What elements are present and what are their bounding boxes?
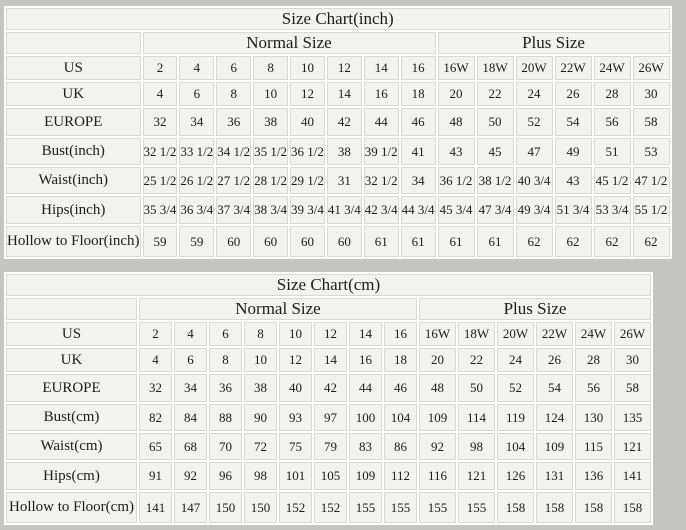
size-cell: 38 bbox=[327, 138, 362, 165]
table-row bbox=[6, 404, 651, 431]
size-cell: 45 1/2 bbox=[594, 167, 631, 194]
size-cell: 93 bbox=[279, 404, 312, 431]
size-cell: 135 bbox=[614, 404, 651, 431]
size-cell: 72 bbox=[244, 433, 277, 460]
group-header-row bbox=[6, 298, 651, 320]
size-cell: 44 3/4 bbox=[401, 196, 436, 224]
size-cell: 131 bbox=[536, 462, 573, 490]
corner-cell bbox=[6, 32, 141, 54]
size-cell: 61 bbox=[401, 226, 436, 257]
size-cell: 36 3/4 bbox=[179, 196, 214, 224]
row-label: Hips(inch) bbox=[6, 196, 141, 224]
size-cell: 26 1/2 bbox=[179, 167, 214, 194]
size-cell: 18 bbox=[384, 348, 417, 372]
table-row bbox=[6, 348, 651, 372]
size-cell: 59 bbox=[179, 226, 214, 257]
size-cell: 82 bbox=[139, 404, 172, 431]
table-row bbox=[6, 82, 670, 106]
size-cell: 62 bbox=[594, 226, 631, 257]
size-cell: 28 1/2 bbox=[253, 167, 288, 194]
size-cell: 109 bbox=[349, 462, 382, 490]
size-cell: 147 bbox=[174, 492, 207, 523]
size-cell: 47 bbox=[516, 138, 553, 165]
size-cell: 36 bbox=[216, 108, 251, 136]
size-cell: 36 bbox=[209, 374, 242, 402]
size-cell: 22W bbox=[536, 322, 573, 346]
size-cell: 104 bbox=[384, 404, 417, 431]
table-row bbox=[6, 462, 651, 490]
size-cell: 30 bbox=[614, 348, 651, 372]
size-cell: 28 bbox=[594, 82, 631, 106]
size-cell: 47 3/4 bbox=[477, 196, 514, 224]
size-cell: 32 1/2 bbox=[143, 138, 178, 165]
size-cell: 83 bbox=[349, 433, 382, 460]
size-cell: 43 bbox=[555, 167, 592, 194]
size-cell: 51 bbox=[594, 138, 631, 165]
table-title: Size Chart(inch) bbox=[6, 8, 670, 30]
size-cell: 52 bbox=[516, 108, 553, 136]
size-cell: 124 bbox=[536, 404, 573, 431]
size-cell: 22 bbox=[458, 348, 495, 372]
size-cell: 42 bbox=[314, 374, 347, 402]
size-cell: 42 3/4 bbox=[364, 196, 399, 224]
size-cell: 86 bbox=[384, 433, 417, 460]
size-cell: 26 bbox=[555, 82, 592, 106]
size-cell: 90 bbox=[244, 404, 277, 431]
size-cell: 16 bbox=[384, 322, 417, 346]
size-cell: 109 bbox=[419, 404, 456, 431]
size-cell: 54 bbox=[555, 108, 592, 136]
size-cell: 24 bbox=[497, 348, 534, 372]
size-cell: 59 bbox=[143, 226, 178, 257]
size-cell: 55 1/2 bbox=[633, 196, 670, 224]
size-cell: 14 bbox=[364, 56, 399, 80]
size-cell: 8 bbox=[209, 348, 242, 372]
size-cell: 60 bbox=[327, 226, 362, 257]
size-cell: 16 bbox=[349, 348, 382, 372]
row-label: UK bbox=[6, 348, 137, 372]
size-cell: 4 bbox=[179, 56, 214, 80]
size-cell: 12 bbox=[290, 82, 325, 106]
size-cell: 97 bbox=[314, 404, 347, 431]
table-row bbox=[6, 322, 651, 346]
size-chart-inch-table bbox=[4, 6, 672, 259]
size-cell: 121 bbox=[614, 433, 651, 460]
size-cell: 62 bbox=[555, 226, 592, 257]
size-cell: 141 bbox=[614, 462, 651, 490]
table-title-row bbox=[6, 274, 651, 296]
row-label: EUROPE bbox=[6, 108, 141, 136]
size-cell: 18 bbox=[401, 82, 436, 106]
size-cell: 35 3/4 bbox=[143, 196, 178, 224]
table-row bbox=[6, 433, 651, 460]
size-cell: 155 bbox=[458, 492, 495, 523]
size-cell: 61 bbox=[364, 226, 399, 257]
size-cell: 16 bbox=[364, 82, 399, 106]
row-label: Bust(cm) bbox=[6, 404, 137, 431]
size-cell: 26W bbox=[614, 322, 651, 346]
size-cell: 6 bbox=[216, 56, 251, 80]
table-row bbox=[6, 374, 651, 402]
size-cell: 45 3/4 bbox=[438, 196, 475, 224]
size-cell: 2 bbox=[143, 56, 178, 80]
size-cell: 60 bbox=[253, 226, 288, 257]
size-cell: 44 bbox=[364, 108, 399, 136]
size-cell: 10 bbox=[253, 82, 288, 106]
size-cell: 2 bbox=[139, 322, 172, 346]
size-cell: 32 bbox=[143, 108, 178, 136]
size-cell: 41 bbox=[401, 138, 436, 165]
size-cell: 33 1/2 bbox=[179, 138, 214, 165]
size-cell: 42 bbox=[327, 108, 362, 136]
size-cell: 88 bbox=[209, 404, 242, 431]
size-cell: 96 bbox=[209, 462, 242, 490]
table-title-row bbox=[6, 8, 670, 30]
size-cell: 158 bbox=[536, 492, 573, 523]
group-header-normal: Normal Size bbox=[143, 32, 436, 54]
group-header-plus: Plus Size bbox=[419, 298, 651, 320]
size-cell: 48 bbox=[419, 374, 456, 402]
table-row bbox=[6, 108, 670, 136]
size-cell: 29 1/2 bbox=[290, 167, 325, 194]
size-cell: 141 bbox=[139, 492, 172, 523]
size-cell: 130 bbox=[575, 404, 612, 431]
size-cell: 58 bbox=[633, 108, 670, 136]
size-cell: 40 bbox=[279, 374, 312, 402]
size-cell: 10 bbox=[290, 56, 325, 80]
size-cell: 158 bbox=[614, 492, 651, 523]
size-cell: 50 bbox=[458, 374, 495, 402]
size-cell: 92 bbox=[419, 433, 456, 460]
size-cell: 24W bbox=[575, 322, 612, 346]
size-cell: 36 1/2 bbox=[438, 167, 475, 194]
size-cell: 98 bbox=[458, 433, 495, 460]
size-cell: 6 bbox=[179, 82, 214, 106]
row-label: Bust(inch) bbox=[6, 138, 141, 165]
size-cell: 38 bbox=[244, 374, 277, 402]
table-row bbox=[6, 492, 651, 523]
size-cell: 26 bbox=[536, 348, 573, 372]
size-chart-cm-table bbox=[4, 272, 653, 525]
size-cell: 20 bbox=[419, 348, 456, 372]
size-cell: 152 bbox=[279, 492, 312, 523]
size-cell: 12 bbox=[279, 348, 312, 372]
size-cell: 150 bbox=[209, 492, 242, 523]
size-cell: 109 bbox=[536, 433, 573, 460]
size-cell: 155 bbox=[384, 492, 417, 523]
size-cell: 112 bbox=[384, 462, 417, 490]
group-header-normal: Normal Size bbox=[139, 298, 417, 320]
size-cell: 92 bbox=[174, 462, 207, 490]
size-cell: 56 bbox=[575, 374, 612, 402]
size-cell: 14 bbox=[349, 322, 382, 346]
size-cell: 45 bbox=[477, 138, 514, 165]
row-label: Hollow to Floor(inch) bbox=[6, 226, 141, 257]
size-cell: 26W bbox=[633, 56, 670, 80]
row-label: Waist(inch) bbox=[6, 167, 141, 194]
size-cell: 20 bbox=[438, 82, 475, 106]
size-cell: 20W bbox=[516, 56, 553, 80]
size-cell: 52 bbox=[497, 374, 534, 402]
size-cell: 6 bbox=[174, 348, 207, 372]
size-cell: 114 bbox=[458, 404, 495, 431]
size-cell: 53 3/4 bbox=[594, 196, 631, 224]
size-cell: 41 3/4 bbox=[327, 196, 362, 224]
size-cell: 39 3/4 bbox=[290, 196, 325, 224]
table-row bbox=[6, 226, 670, 257]
size-cell: 34 bbox=[179, 108, 214, 136]
size-cell: 100 bbox=[349, 404, 382, 431]
size-cell: 158 bbox=[497, 492, 534, 523]
size-cell: 68 bbox=[174, 433, 207, 460]
row-label: Hollow to Floor(cm) bbox=[6, 492, 137, 523]
size-cell: 152 bbox=[314, 492, 347, 523]
size-cell: 62 bbox=[633, 226, 670, 257]
size-cell: 136 bbox=[575, 462, 612, 490]
size-cell: 150 bbox=[244, 492, 277, 523]
size-cell: 37 3/4 bbox=[216, 196, 251, 224]
size-cell: 18W bbox=[458, 322, 495, 346]
size-cell: 46 bbox=[401, 108, 436, 136]
size-cell: 126 bbox=[497, 462, 534, 490]
size-cell: 35 1/2 bbox=[253, 138, 288, 165]
size-cell: 43 bbox=[438, 138, 475, 165]
size-cell: 46 bbox=[384, 374, 417, 402]
size-cell: 155 bbox=[419, 492, 456, 523]
size-cell: 47 1/2 bbox=[633, 167, 670, 194]
size-cell: 34 1/2 bbox=[216, 138, 251, 165]
size-cell: 14 bbox=[327, 82, 362, 106]
size-cell: 32 bbox=[139, 374, 172, 402]
size-cell: 18W bbox=[477, 56, 514, 80]
size-cell: 105 bbox=[314, 462, 347, 490]
size-cell: 24 bbox=[516, 82, 553, 106]
size-cell: 40 3/4 bbox=[516, 167, 553, 194]
size-cell: 8 bbox=[253, 56, 288, 80]
size-cell: 12 bbox=[314, 322, 347, 346]
size-cell: 22W bbox=[555, 56, 592, 80]
size-cell: 65 bbox=[139, 433, 172, 460]
size-cell: 36 1/2 bbox=[290, 138, 325, 165]
size-cell: 39 1/2 bbox=[364, 138, 399, 165]
size-cell: 104 bbox=[497, 433, 534, 460]
size-cell: 16W bbox=[419, 322, 456, 346]
group-header-row bbox=[6, 32, 670, 54]
group-header-plus: Plus Size bbox=[438, 32, 670, 54]
size-cell: 119 bbox=[497, 404, 534, 431]
size-cell: 6 bbox=[209, 322, 242, 346]
size-cell: 20W bbox=[497, 322, 534, 346]
size-cell: 38 3/4 bbox=[253, 196, 288, 224]
size-cell: 32 1/2 bbox=[364, 167, 399, 194]
size-cell: 50 bbox=[477, 108, 514, 136]
size-cell: 34 bbox=[174, 374, 207, 402]
size-cell: 116 bbox=[419, 462, 456, 490]
size-cell: 155 bbox=[349, 492, 382, 523]
size-cell: 98 bbox=[244, 462, 277, 490]
size-cell: 4 bbox=[143, 82, 178, 106]
size-cell: 61 bbox=[477, 226, 514, 257]
size-cell: 16 bbox=[401, 56, 436, 80]
size-cell: 48 bbox=[438, 108, 475, 136]
size-cell: 44 bbox=[349, 374, 382, 402]
size-cell: 27 1/2 bbox=[216, 167, 251, 194]
size-cell: 4 bbox=[174, 322, 207, 346]
size-cell: 84 bbox=[174, 404, 207, 431]
size-cell: 40 bbox=[290, 108, 325, 136]
size-cell: 28 bbox=[575, 348, 612, 372]
size-cell: 61 bbox=[438, 226, 475, 257]
size-cell: 115 bbox=[575, 433, 612, 460]
size-cell: 4 bbox=[139, 348, 172, 372]
row-label: UK bbox=[6, 82, 141, 106]
size-cell: 38 1/2 bbox=[477, 167, 514, 194]
size-cell: 53 bbox=[633, 138, 670, 165]
size-cell: 79 bbox=[314, 433, 347, 460]
size-cell: 158 bbox=[575, 492, 612, 523]
size-cell: 10 bbox=[244, 348, 277, 372]
size-cell: 49 bbox=[555, 138, 592, 165]
size-cell: 8 bbox=[216, 82, 251, 106]
size-cell: 75 bbox=[279, 433, 312, 460]
size-cell: 38 bbox=[253, 108, 288, 136]
row-label: Hips(cm) bbox=[6, 462, 137, 490]
row-label: US bbox=[6, 322, 137, 346]
row-label: EUROPE bbox=[6, 374, 137, 402]
size-cell: 16W bbox=[438, 56, 475, 80]
row-label: US bbox=[6, 56, 141, 80]
size-cell: 56 bbox=[594, 108, 631, 136]
size-cell: 25 1/2 bbox=[143, 167, 178, 194]
size-cell: 14 bbox=[314, 348, 347, 372]
size-cell: 12 bbox=[327, 56, 362, 80]
size-cell: 30 bbox=[633, 82, 670, 106]
corner-cell bbox=[6, 298, 137, 320]
size-cell: 62 bbox=[516, 226, 553, 257]
table-row bbox=[6, 138, 670, 165]
size-cell: 22 bbox=[477, 82, 514, 106]
size-cell: 34 bbox=[401, 167, 436, 194]
row-label: Waist(cm) bbox=[6, 433, 137, 460]
size-cell: 58 bbox=[614, 374, 651, 402]
size-cell: 49 3/4 bbox=[516, 196, 553, 224]
table-row bbox=[6, 167, 670, 194]
size-cell: 101 bbox=[279, 462, 312, 490]
size-cell: 70 bbox=[209, 433, 242, 460]
size-cell: 91 bbox=[139, 462, 172, 490]
size-cell: 60 bbox=[290, 226, 325, 257]
table-row bbox=[6, 56, 670, 80]
size-cell: 60 bbox=[216, 226, 251, 257]
table-title: Size Chart(cm) bbox=[6, 274, 651, 296]
size-cell: 51 3/4 bbox=[555, 196, 592, 224]
size-cell: 8 bbox=[244, 322, 277, 346]
size-cell: 54 bbox=[536, 374, 573, 402]
size-cell: 10 bbox=[279, 322, 312, 346]
table-row bbox=[6, 196, 670, 224]
size-cell: 31 bbox=[327, 167, 362, 194]
size-cell: 121 bbox=[458, 462, 495, 490]
size-cell: 24W bbox=[594, 56, 631, 80]
